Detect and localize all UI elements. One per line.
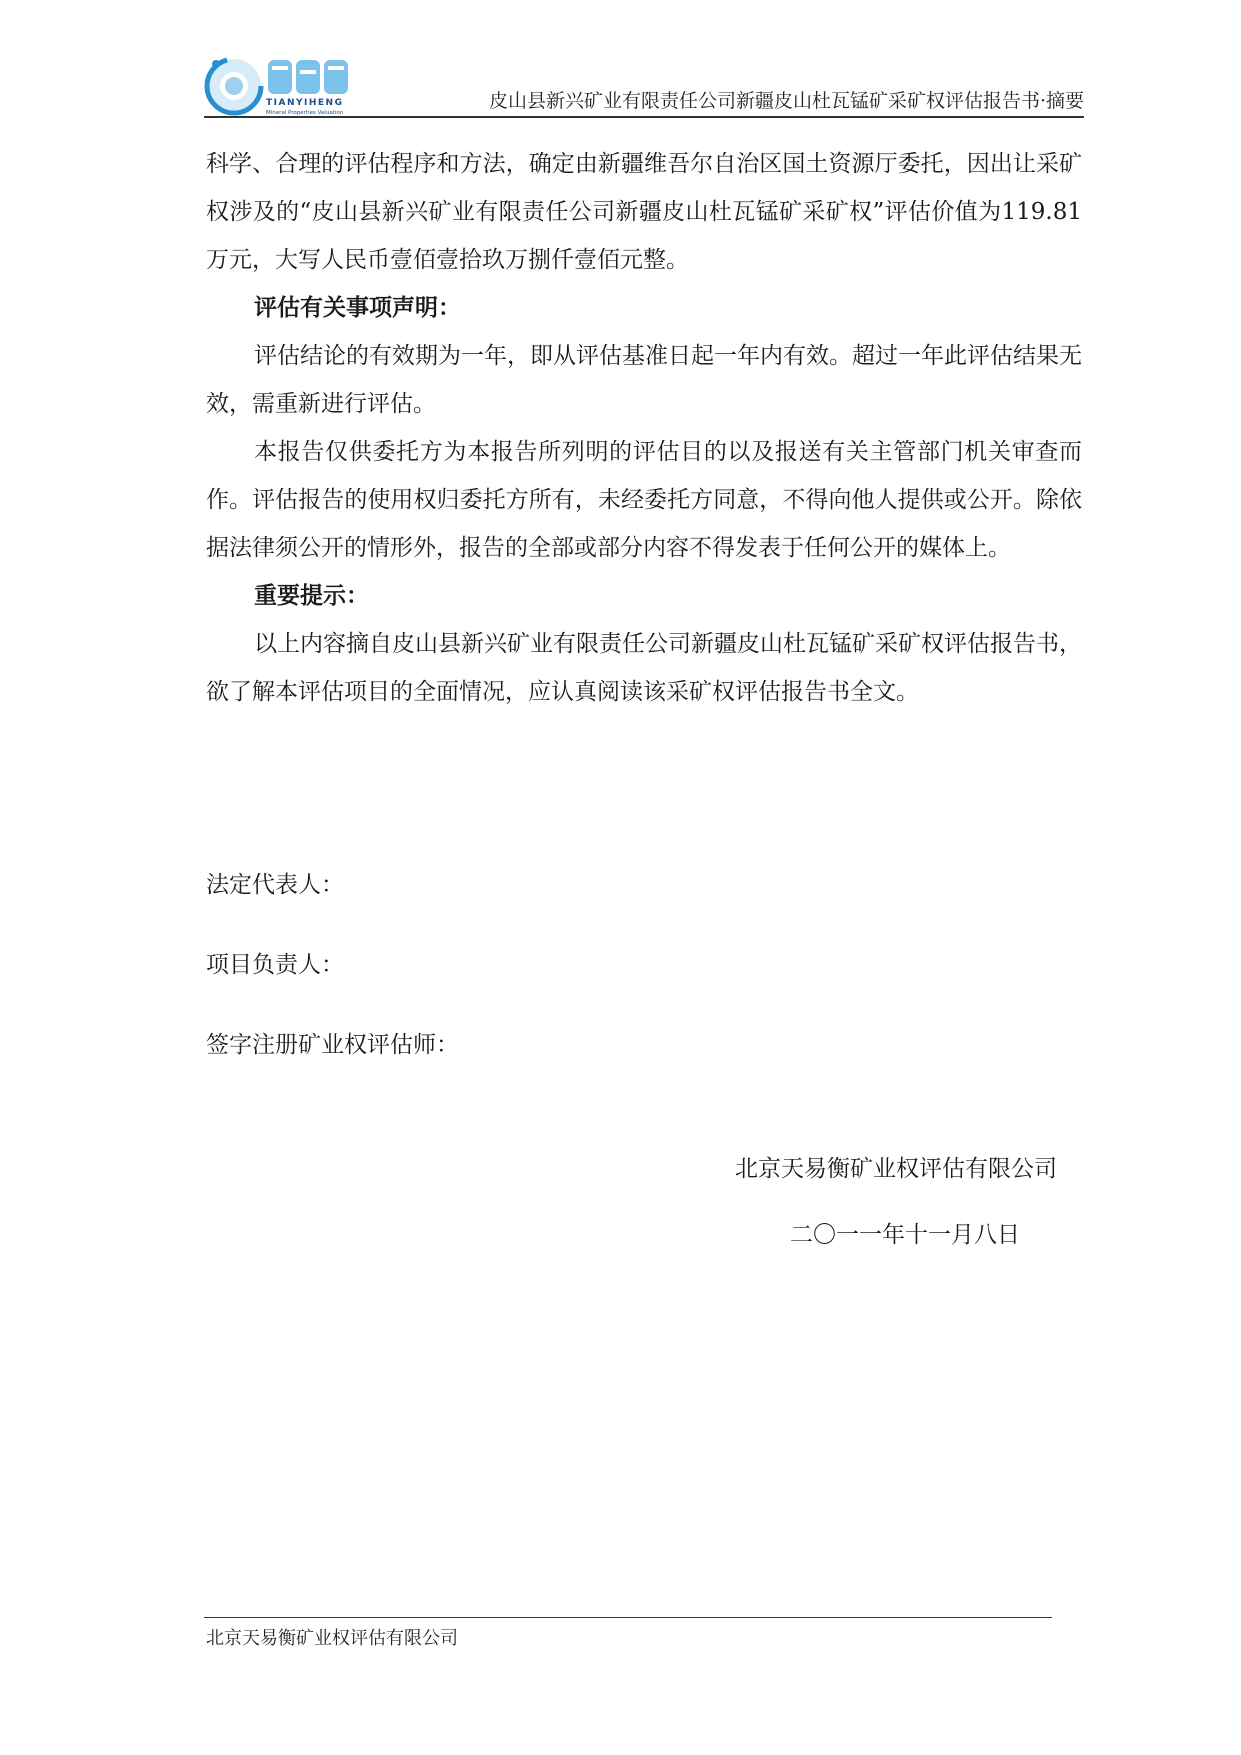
project-lead-label: 项目负责人： bbox=[206, 952, 344, 978]
closing-company: 北京天易衡矿业权评估有限公司 bbox=[735, 1156, 1057, 1182]
heading-important-note: 重要提示： bbox=[254, 582, 369, 609]
logo-subtext: Mineral Properties Valuation bbox=[266, 110, 344, 116]
header-divider bbox=[204, 116, 1084, 118]
paragraph-note: 以上内容摘自皮山县新兴矿业有限责任公司新疆皮山杜瓦锰矿采矿权评估报告书，欲了解本评估项目的全面情况，应认真阅读该采矿权评估报告书全文。 bbox=[206, 631, 1082, 705]
footer-company: 北京天易衡矿业权评估有限公司 bbox=[206, 1628, 458, 1649]
legal-representative-label: 法定代表人： bbox=[206, 872, 344, 898]
footer-divider bbox=[204, 1617, 1052, 1618]
appraiser-label: 签字注册矿业权评估师： bbox=[206, 1032, 459, 1058]
paragraph-usage: 本报告仅供委托方为本报告所列明的评估目的以及报送有关主管部门机关审查而作。评估报告的使用权归委托方所有，未经委托方同意，不得向他人提供或公开。除依据法律须公开的情形外，报告的全部或部分内容不得发表于任何公开的媒体上。 bbox=[206, 439, 1082, 561]
paragraph-valuation-result: 科学、合理的评估程序和方法，确定由新疆维吾尔自治区国土资源厅委托，因出让采矿权涉及的“皮山县新兴矿业有限责任公司新疆皮山杜瓦锰矿采矿权”评估价值为119.81万元，大写人民币壹佰壹拾玖万捌仟壹佰元整。 bbox=[206, 151, 1082, 273]
header-title: 皮山县新兴矿业有限责任公司新疆皮山杜瓦锰矿采矿权评估报告书·摘要 bbox=[488, 90, 1084, 112]
company-logo bbox=[204, 56, 374, 120]
closing-date: 二〇一一年十一月八日 bbox=[790, 1222, 1020, 1248]
document-body bbox=[206, 140, 1082, 716]
page-header bbox=[204, 56, 1084, 120]
paragraph-validity: 评估结论的有效期为一年，即从评估基准日起一年内有效。超过一年此评估结果无效，需重新进行评估。 bbox=[206, 343, 1082, 417]
logo-text: TIANYIHENG bbox=[266, 98, 344, 108]
heading-declaration: 评估有关事项声明： bbox=[254, 294, 461, 321]
